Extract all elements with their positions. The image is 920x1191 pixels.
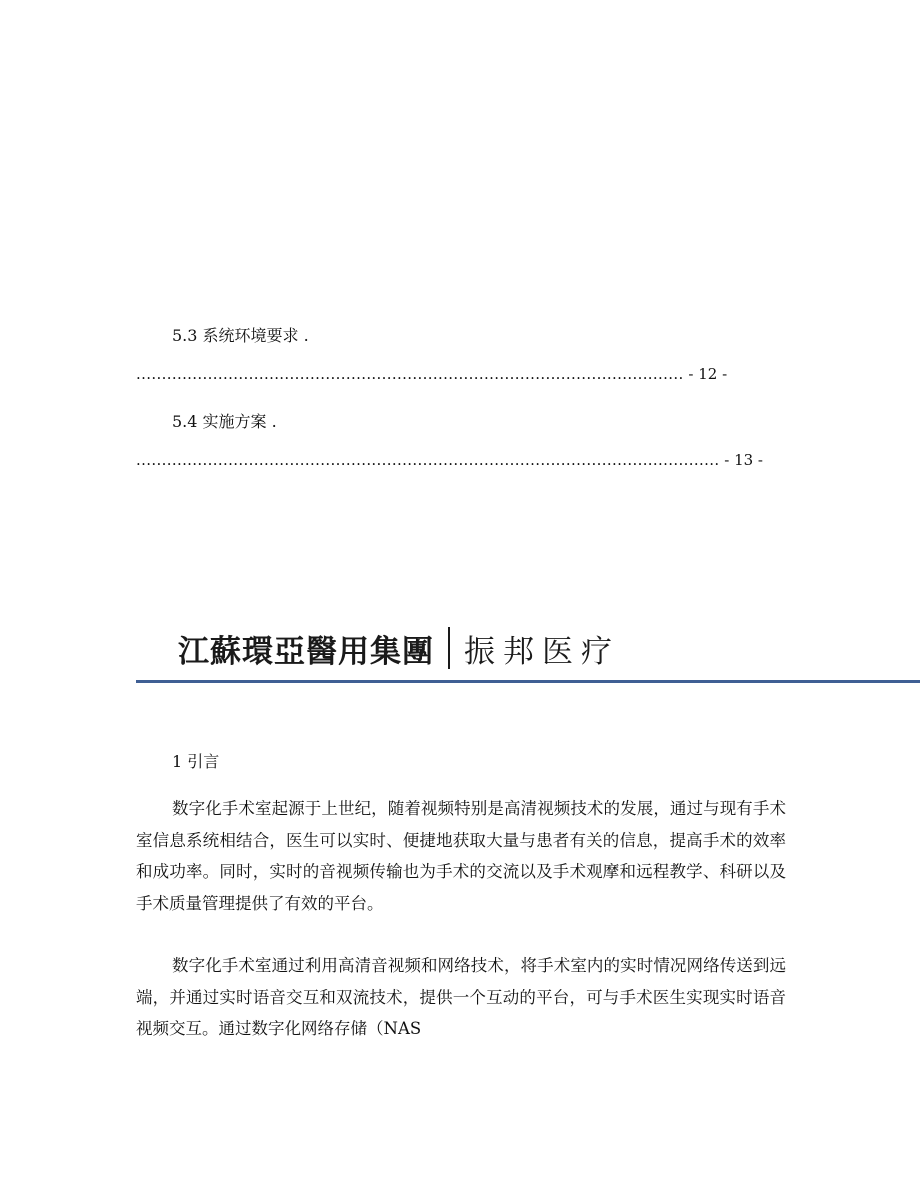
toc-entry-title: 5.3 系统环境要求 . [172, 326, 309, 345]
section-heading: 1 引言 [172, 752, 220, 771]
header-rule [136, 680, 920, 683]
toc-dots: .................................................................................................................. [136, 451, 720, 469]
toc-entry-leader [136, 364, 727, 384]
company-name: 江蘇環亞醫用集團 [178, 633, 434, 670]
toc-dots: ........................................................................................................... [136, 365, 684, 383]
logo-divider [448, 627, 450, 669]
toc-entry-title: 5.4 实施方案 . [172, 412, 277, 431]
toc-page-number: - 12 - [683, 365, 728, 383]
page-header-logo [178, 624, 620, 672]
brand-name: 振邦医疗 [464, 633, 620, 670]
body-paragraph: 数字化手术室起源于上世纪，随着视频特别是高清视频技术的发展，通过与现有手术室信息系统相结合，医生可以实时、便捷地获取大量与患者有关的信息，提高手术的效率和成功率。同时，实时的音视频传输也为手术的交流以及手术观摩和远程教学、科研以及手术质量管理提供了有效的平台。 [136, 799, 786, 913]
toc-entry-leader [136, 450, 763, 470]
body-paragraph: 数字化手术室通过利用高清音视频和网络技术，将手术室内的实时情况网络传送到远端，并通过实时语音交互和双流技术，提供一个互动的平台，可与手术医生实现实时语音视频交互。通过数字化网络存储（NAS [136, 956, 786, 1038]
toc-page-number: - 13 - [719, 451, 763, 469]
